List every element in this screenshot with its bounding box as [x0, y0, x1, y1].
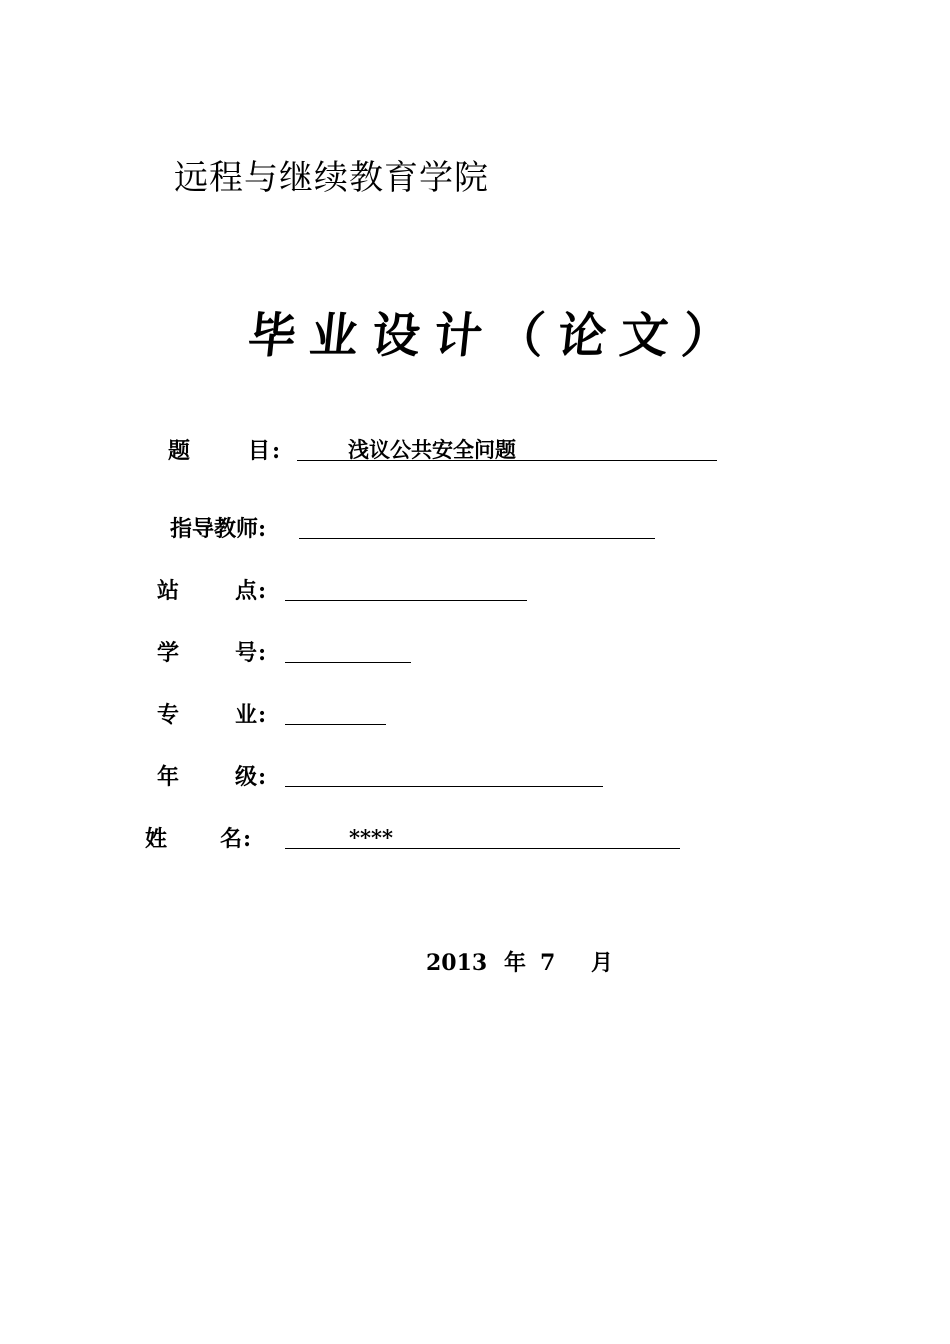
student-id-underline [285, 662, 411, 663]
name-label-char-1: 姓 [145, 826, 168, 852]
institution-name: 远程与继续教育学院 [174, 158, 489, 198]
grade-label-colon: : [258, 764, 267, 790]
grade-label [157, 762, 277, 792]
date-month: 7 [540, 950, 556, 976]
student-id-label [157, 638, 277, 668]
grade-underline [285, 786, 603, 787]
station-underline [285, 600, 527, 601]
student-id-label-char-2: 号 [235, 640, 258, 666]
topic-value: 浅议公共安全问题 [348, 437, 516, 462]
student-id-label-char-1: 学 [157, 640, 180, 666]
student-id-label-colon: : [258, 640, 267, 666]
date-month-unit: 月 [591, 950, 614, 976]
major-label-colon: : [258, 702, 267, 728]
name-label-char-2: 名 [220, 826, 243, 852]
major-underline [285, 724, 386, 725]
document-title: 毕业设计（论文） [245, 308, 747, 364]
advisor-label-colon: : [258, 516, 267, 542]
topic-label-char-2: 目 [248, 438, 271, 464]
station-label-colon: : [258, 578, 267, 604]
grade-label-char-1: 年 [157, 764, 180, 790]
station-label-char-1: 站 [157, 578, 180, 604]
major-label-char-2: 业 [235, 702, 258, 728]
date-year: 2013 [426, 950, 488, 976]
name-value: **** [349, 825, 393, 850]
grade-label-char-2: 级 [235, 764, 258, 790]
date-year-unit: 年 [504, 950, 527, 976]
name-label [145, 824, 265, 854]
major-label-char-1: 专 [157, 702, 180, 728]
topic-label-colon: : [272, 438, 281, 464]
advisor-label-text: 指导教师 [170, 516, 259, 542]
station-label [157, 576, 277, 606]
advisor-label [170, 514, 266, 544]
name-label-colon: : [243, 826, 252, 852]
advisor-underline [299, 538, 655, 539]
station-label-char-2: 点 [235, 578, 258, 604]
topic-label [168, 436, 288, 466]
name-underline [285, 848, 680, 849]
major-label [157, 700, 277, 730]
topic-label-char-1: 题 [168, 438, 191, 464]
